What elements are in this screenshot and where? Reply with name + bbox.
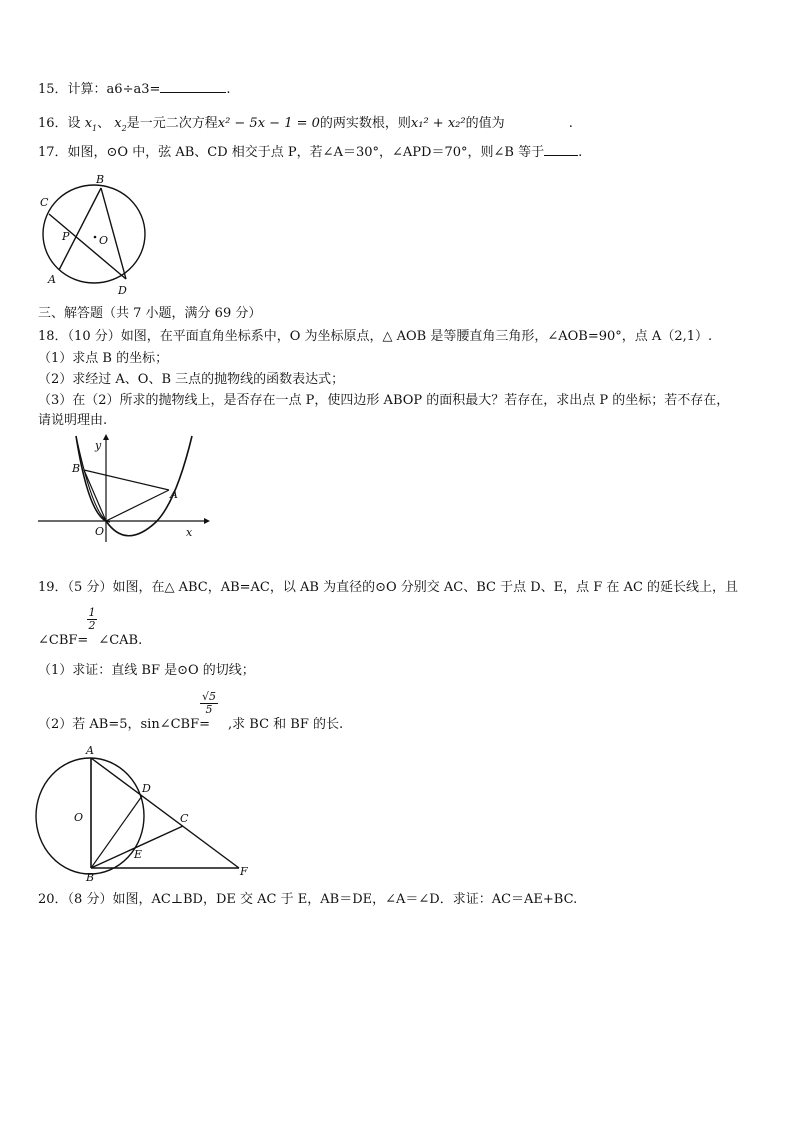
q16-prefix: 16．设 — [38, 116, 81, 131]
q16-x1: $x_1$ — [84, 116, 98, 133]
segment-ba — [84, 470, 169, 490]
label-o: O — [95, 525, 105, 538]
q16-mid2: 的两实数根，则 — [319, 116, 411, 131]
label-c: C — [180, 812, 189, 825]
label-e: E — [134, 848, 143, 861]
q15-text: 15．计算：a6÷a3= — [38, 82, 161, 97]
question-18-part3: （3）在（2）所求的抛物线上，是否存在一点 P，使四边形 ABOP 的面积最大？若存在，求出点 P 的坐标；若不存在， — [38, 393, 730, 408]
label-d: D — [142, 782, 151, 795]
q16-sep: 、 — [97, 116, 111, 131]
figure-17-circle — [34, 172, 154, 297]
question-19-part2: （2）若 AB=5，sin∠CBF= ,求 BC 和 BF 的长. — [38, 717, 344, 732]
label-x: x — [186, 526, 193, 539]
y-axis-arrow — [103, 434, 109, 440]
q16-suffix: 的值为 — [465, 116, 505, 131]
segment-ob — [84, 470, 106, 521]
question-18-part2: （2）求经过 A、O、B 三点的抛物线的函数表达式； — [38, 372, 345, 387]
question-16 — [38, 115, 573, 133]
question-18-part3-cont: 请说明理由. — [38, 413, 108, 428]
question-19-intro: 19．（5 分）如图，在△ ABC，AB=AC，以 AB 为直径的⊙O 分别交 AC、BC 于点 D、E，点 F 在 AC 的延长线上，且 — [38, 580, 739, 595]
q17-end: . — [578, 145, 583, 160]
line-af — [91, 758, 239, 868]
center-dot — [94, 236, 97, 239]
q16-end: . — [568, 116, 573, 131]
label-c: C — [40, 196, 49, 209]
q16-sum: x₁² + x₂² — [410, 116, 466, 131]
q15-end: . — [226, 82, 231, 97]
label-p: P — [62, 230, 70, 243]
figure-19-circle — [34, 744, 259, 884]
parabola-left — [76, 436, 110, 522]
question-18-intro: 18．（10 分）如图，在平面直角坐标系中，O 为坐标原点，△ AOB 是等腰直角三角形，∠AOB=90°，点 A（2,1）. — [38, 329, 713, 344]
q16-x2: $x_2$ — [114, 116, 127, 133]
label-f: F — [240, 865, 248, 878]
question-18-part1: （1）求点 B 的坐标； — [38, 351, 169, 366]
q17-answer-blank[interactable] — [544, 143, 578, 156]
label-o: O — [99, 234, 109, 247]
label-a: A — [86, 744, 94, 757]
section-3-heading: 三、解答题（共 7 小题，满分 69 分） — [38, 306, 262, 321]
q16-equation: x² − 5x − 1 = 0 — [217, 116, 320, 131]
x-axis-arrow — [204, 518, 210, 524]
figure-18-parabola — [36, 432, 211, 544]
label-d: D — [118, 284, 127, 297]
question-19-part1: （1）求证：直线 BF 是⊙O 的切线； — [38, 663, 255, 678]
circle-o — [43, 185, 145, 283]
question-17 — [38, 143, 582, 161]
question-20: 20．（8 分）如图，AC⊥BD，DE 交 AC 于 E，AB＝DE，∠A＝∠D．求证：AC＝AE+BC. — [38, 892, 578, 907]
label-o: O — [74, 811, 84, 824]
label-a: A — [170, 488, 178, 501]
label-b: B — [86, 871, 95, 884]
label-b: B — [72, 462, 81, 475]
q19-fraction-half: $\frac{1}{2}$ — [88, 606, 96, 632]
chord-cd — [49, 214, 126, 279]
q15-answer-blank[interactable] — [160, 80, 226, 93]
question-19-condition: ∠CBF= ∠CAB. — [38, 633, 143, 648]
q19-fraction-sqrt5: $\frac{√5}{5}$ — [201, 690, 216, 716]
line-bc — [91, 826, 183, 868]
q17-text: 17．如图，⊙O 中，弦 AB、CD 相交于点 P，若∠A＝30°，∠APD＝70°，则∠B 等于 — [38, 145, 545, 160]
q16-answer-blank[interactable] — [509, 115, 569, 127]
chord-ab — [59, 188, 101, 270]
label-a: A — [48, 273, 56, 286]
question-15 — [38, 80, 231, 98]
label-y: y — [95, 439, 102, 452]
label-b: B — [96, 173, 105, 186]
segment-oa — [106, 490, 169, 521]
q16-mid: 是一元二次方程 — [126, 116, 218, 131]
